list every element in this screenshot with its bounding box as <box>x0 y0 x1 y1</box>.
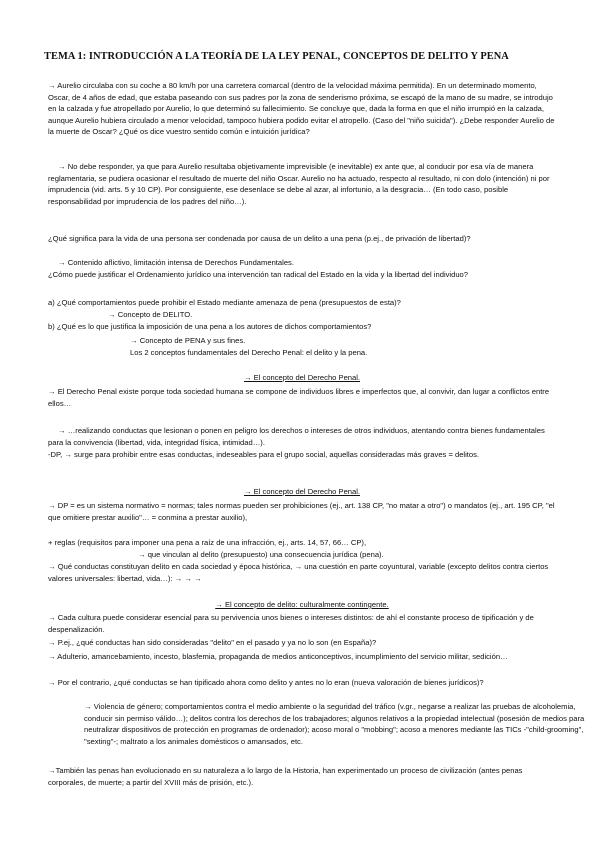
section-heading: → El concepto del Derecho Penal. <box>243 487 361 496</box>
question-line: ¿Cómo puede justificar el Ordenamiento jurídico una intervención tan radical del Estado en la vida y la libertad del individuo? <box>48 270 469 279</box>
section-paragraph: → Por el contrario, ¿qué conductas se han tipificado ahora como delito y antes no lo eran (nueva valoración de bienes jurídicos)? <box>48 678 484 687</box>
question-line: b) ¿Qué es lo que justifica la imposición de una pena a los autores de dichos comportamientos? <box>48 322 372 331</box>
section-paragraph: →También las penas han evolucionado en su naturaleza a lo largo de la Historia, han experimentado un proceso de civilización (antes penas corporales, de muerte; a partir del XVIII más de prisión, etc.). <box>48 766 523 787</box>
section-heading: → El concepto de delito: culturalmente contingente. <box>215 600 389 609</box>
section-paragraph: → Qué conductas constituyan delito en cada sociedad y época histórica, → una cuestión en parte coyuntural, variable (excepto delitos contra ciertos valores universales: libertad, vida…): → → → <box>48 562 549 583</box>
section-paragraph: → DP = es un sistema normativo = normas; tales normas pueden ser prohibiciones (ej., art. 138 CP, "no matar a otro") o mandatos (ej., art. 195 CP, "el que omitiere prestar auxilio"… = conmina a prestar auxilio), <box>48 501 555 522</box>
section-paragraph: → Cada cultura puede considerar esencial para su pervivencia unos bienes o intereses distintos: de ahí el constante proceso de tipificación y de despenalización. <box>48 613 534 634</box>
section-paragraph: → Violencia de género; comportamientos contra el medio ambiente o la seguridad del tráfico (v.gr., negarse a realizar las pruebas de alcoholemia, conducir sin permiso válido…); delitos contra los derechos de los trabajadores; algunos relativos a la propiedad intelectual (posesión de medios para neutralizar dispositivos de protección en programas de ordenador); acoso moral o "mobbing"; acoso a menores mediante las TICs -"child-grooming", "sexting"-; maltrato a los animales domésticos o amansados, etc. <box>84 702 585 746</box>
section-paragraph: → que vinculan al delito (presupuesto) una consecuencia jurídica (pena). <box>138 550 384 559</box>
section-paragraph: → El Derecho Penal existe porque toda sociedad humana se compone de individuos libres e imperfectos que, al convivir, dan lugar a conflictos entre ellos… <box>48 387 550 408</box>
answer-line: → Contenido aflictivo, limitación intensa de Derechos Fundamentales. <box>58 258 294 267</box>
section-heading: → El concepto del Derecho Penal. <box>243 373 361 382</box>
answer-line: → Concepto de DELITO. <box>108 310 193 319</box>
summary-line: Los 2 conceptos fundamentales del Derecho Penal: el delito y la pena. <box>130 348 368 357</box>
section-paragraph: → …realizando conductas que lesionan o ponen en peligro los derechos o intereses de otros individuos, atentando contra bienes fundamentales para la convivencia (libertad, vida, integridad física, intimidad…). <box>48 426 545 447</box>
question-line: ¿Qué significa para la vida de una persona ser condenada por causa de un delito a una pena (p.ej., de privación de libertad)? <box>48 234 471 243</box>
answer-line: → Concepto de PENA y sus fines. <box>130 336 246 345</box>
section-paragraph: -DP, → surge para prohibir entre esas conductas, indeseables para el grupo social, aquellas consideradas más graves = delitos. <box>48 450 480 459</box>
case-answer-paragraph: → No debe responder, ya que para Aurelio resultaba objetivamente imprevisible (e inevitable) ex ante que, al conducir por esa vía de manera reglamentaria, se pudiera ocasionar el resultado de muerte del niño Oscar. Aurelio no ha actuado, respecto al resultado, ni con dolo (intención) ni por imprudencia (vid. arts. 5 y 10 CP). Por consiguiente, ese desenlace se debe al azar, al infortunio, a la desgracia… (En todo caso, posible responsabilidad por imprudencia de los padres del niño…). <box>48 162 550 206</box>
question-line: a) ¿Qué comportamientos puede prohibir el Estado mediante amenaza de pena (presupuestos de esta)? <box>48 298 401 307</box>
case-paragraph: → Aurelio circulaba con su coche a 80 km/h por una carretera comarcal (dentro de la velocidad máxima permitida). En un determinado momento, Oscar, de 4 años de edad, que estaba paseando con sus padres por la zona de senderismo próxima, se escapó de la mano de su madre, se introdujo en la calzada y fue atropellado por Aurelio, lo que determinó su fallecimiento. Se concluye que, dada la forma en que el niño irrumpió en la calzada, aunque Aurelio hubiera circulado a menor velocidad, tampoco hubiera podido evitar el atropello. (Caso del "niño suicida"). ¿Debe responder Aurelio de la muerte de Oscar? ¿Qué os dice vuestro sentido común e intuición jurídica? <box>48 81 555 137</box>
section-paragraph: → P.ej., ¿qué conductas han sido consideradas "delito" en el pasado y ya no lo son (en España)? <box>48 638 377 647</box>
section-paragraph: → Adulterio, amancebamiento, incesto, blasfemia, propaganda de medios anticonceptivos, incumplimiento del servicio militar, sedición… <box>48 652 508 661</box>
section-paragraph: + reglas (requisitos para imponer una pena a raíz de una infracción, ej., arts. 14, 57, 66… CP), <box>48 538 367 547</box>
document-title: TEMA 1: INTRODUCCIÓN A LA TEORÍA DE LA LEY PENAL, CONCEPTOS DE DELITO Y PENA <box>44 51 509 62</box>
